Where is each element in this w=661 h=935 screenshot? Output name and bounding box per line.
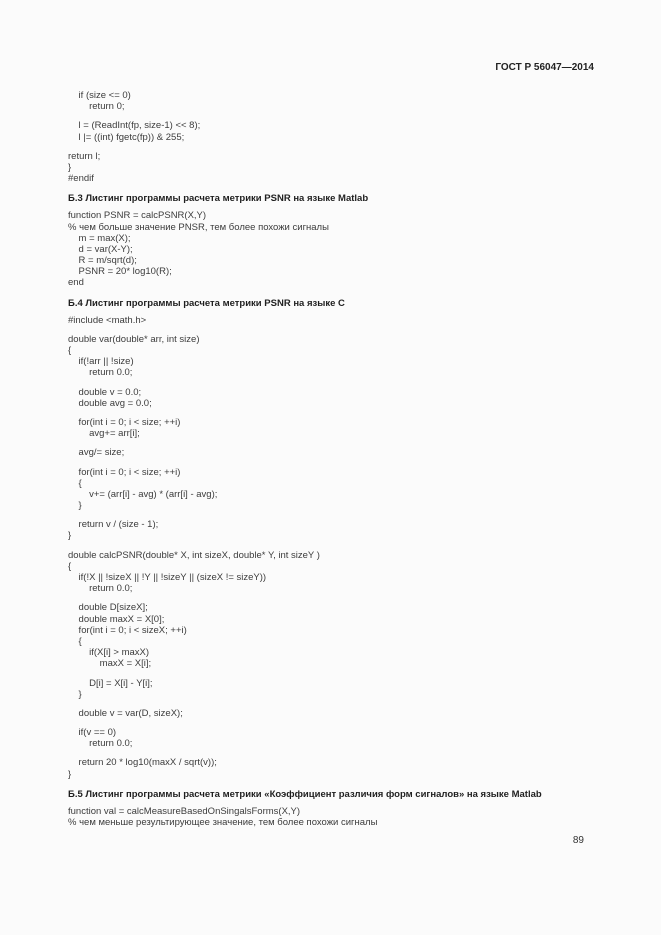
code-line: [68, 719, 594, 727]
code-line: [68, 670, 594, 678]
code-line: [68, 594, 594, 602]
code-line: double var(double* arr, int size): [68, 333, 200, 345]
code-line: function val = calcMeasureBasedOnSingalsForms(X,Y): [68, 805, 301, 817]
code-line: }: [68, 530, 72, 542]
code-line: [68, 112, 594, 120]
code-line: d = var(X-Y);: [68, 243, 133, 255]
code-psnr-matlab: [68, 210, 594, 288]
code-line: if(!arr || !size): [68, 356, 134, 368]
code-line: #include <math.h>: [68, 314, 147, 326]
document-body: [68, 90, 594, 828]
code-line: [68, 542, 594, 550]
code-line: {: [68, 345, 72, 356]
code-line: PSNR = 20* log10(R);: [68, 266, 172, 278]
code-line: for(int i = 0; i < size; ++i): [68, 416, 181, 428]
heading-b4: Б.4 Листинг программы расчета метрики PSNR на языке C: [68, 297, 345, 309]
code-line: if(!X || !sizeX || !Y || !sizeY || (sizeX != sizeY)): [68, 572, 267, 583]
code-line: % чем больше значение PNSR, тем более похожи сигналы: [68, 221, 329, 233]
code-psnr-c: [68, 315, 594, 780]
code-line: return 0.0;: [68, 367, 133, 379]
code-readint-tail: [68, 90, 594, 184]
code-line: }: [68, 161, 72, 173]
code-line: #endif: [68, 173, 94, 185]
code-line: function PSNR = calcPSNR(X,Y): [68, 210, 207, 222]
code-line: % чем меньше результирующее значение, тем более похожи сигналы: [68, 817, 378, 828]
code-line: {: [68, 560, 72, 572]
code-line: return 0;: [68, 101, 125, 113]
code-line: end: [68, 277, 84, 289]
code-line: [68, 143, 594, 151]
code-line: return 0.0;: [68, 738, 133, 750]
code-line: avg+= arr[i];: [68, 428, 140, 440]
code-forms-matlab: [68, 806, 594, 828]
code-line: avg/= size;: [68, 447, 125, 459]
code-line: l = (ReadInt(fp, size-1) << 8);: [68, 120, 201, 132]
code-line: {: [68, 477, 82, 489]
page-header: [68, 62, 594, 74]
heading-b5: Б.5 Листинг программы расчета метрики «Коэффициент различия форм сигналов» на языке Matlab: [68, 788, 542, 800]
page-number: 89: [572, 835, 584, 847]
code-line: for(int i = 0; i < sizeX; ++i): [68, 624, 187, 636]
code-line: [68, 379, 594, 387]
code-line: R = m/sqrt(d);: [68, 255, 137, 267]
code-line: maxX = X[i];: [68, 658, 152, 670]
code-line: [68, 700, 594, 708]
code-line: [68, 409, 594, 417]
page-footer: [68, 835, 594, 846]
code-line: [68, 459, 594, 467]
code-line: double maxX = X[0];: [68, 613, 165, 625]
code-line: }: [68, 688, 82, 700]
code-line: [68, 511, 594, 519]
code-line: return 0.0;: [68, 583, 133, 595]
code-line: return l;: [68, 150, 101, 162]
code-line: if(v == 0): [68, 727, 117, 739]
code-line: for(int i = 0; i < size; ++i): [68, 466, 181, 478]
code-line: m = max(X);: [68, 232, 131, 244]
code-line: [68, 749, 594, 757]
code-line: v+= (arr[i] - avg) * (arr[i] - avg);: [68, 488, 218, 500]
code-line: double avg = 0.0;: [68, 397, 152, 409]
code-line: if (size <= 0): [68, 90, 131, 101]
code-line: return 20 * log10(maxX / sqrt(v));: [68, 757, 217, 769]
code-line: }: [68, 768, 72, 780]
code-line: [68, 326, 594, 334]
code-line: return v / (size - 1);: [68, 519, 159, 531]
code-line: }: [68, 500, 82, 512]
heading-b3: Б.3 Листинг программы расчета метрики PSNR на языке Matlab: [68, 193, 369, 205]
code-line: double D[sizeX];: [68, 602, 148, 614]
code-line: {: [68, 635, 82, 647]
code-line: if(X[i] > maxX): [68, 647, 150, 659]
code-line: l |= ((int) fgetc(fp)) & 255;: [68, 131, 185, 143]
standard-number: ГОСТ Р 56047—2014: [495, 62, 594, 73]
code-line: double v = 0.0;: [68, 386, 142, 398]
code-line: double v = var(D, sizeX);: [68, 707, 183, 719]
code-line: [68, 439, 594, 447]
code-line: D[i] = X[i] - Y[i];: [68, 677, 153, 689]
code-line: double calcPSNR(double* X, int sizeX, double* Y, int sizeY ): [68, 549, 320, 561]
